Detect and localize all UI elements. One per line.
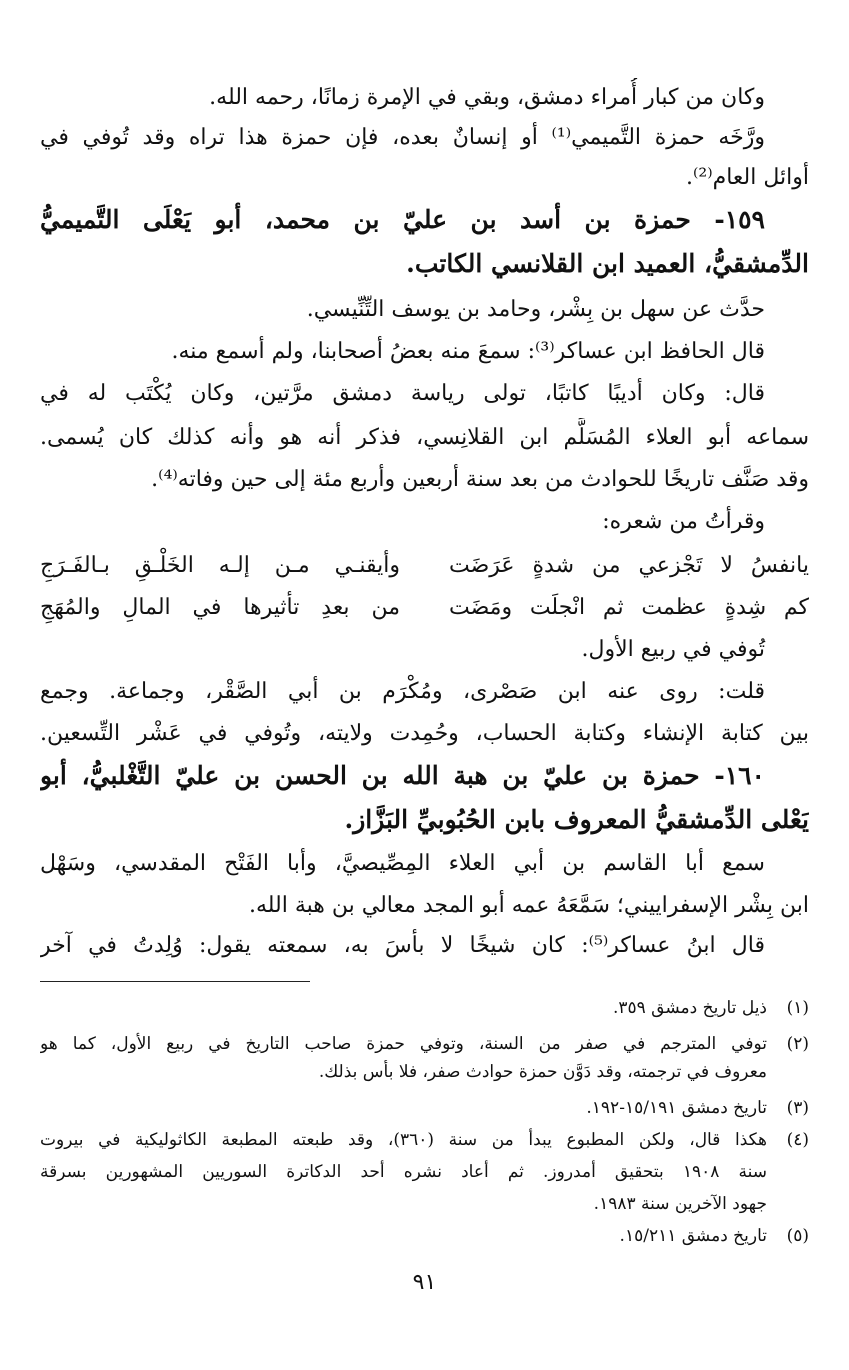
footnote-4-cont: سنة ١٩٠٨ بتحقيق أمدروز. ثم أعاد نشره أحد الدكاترة السوريين المشهورين بسرقة: [40, 1162, 767, 1182]
footnote-text: تاريخ دمشق ١٥/٢١١.: [619, 1226, 767, 1246]
text-line: سمع أبا القاسم بن أبي العلاء المِصِّيصيَّ، وأبا الفَتْح المقدسي، وسَهْل: [40, 851, 765, 876]
poetry-intro: وقرأتُ من شعره:: [602, 509, 765, 534]
footnote-text: هكذا قال، ولكن المطبوع يبدأ من سنة (٣٦٠)، وقد طبعته المطبعة الكاثوليكية في بيروت: [40, 1130, 767, 1150]
entry-heading-159-cont: الدِّمشقيُّ، العميد ابن القلانسي الكاتب.: [406, 249, 809, 278]
footnote-3: [40, 1096, 809, 1120]
footnote-number: (٤): [786, 1130, 809, 1150]
text-line: ابن بِشْر الإسفراييني؛ سَمَّعَهُ عمه أبو المجد معالي بن هبة الله.: [248, 893, 809, 918]
footnote-number: (٣): [786, 1098, 809, 1118]
text-line: ورَّخَه حمزة التَّميمي⁽¹⁾ أو إنسانٌ بعده، فإن حمزة هذا تراه وقد تُوفي في: [40, 125, 765, 150]
text-line: قال الحافظ ابن عساكر⁽³⁾: سمعَ منه بعضُ أصحابنا، ولم أسمع منه.: [171, 339, 765, 364]
footnote-text: توفي المترجم في صفر من السنة، وتوفي حمزة صاحب التاريخ في ربيع الأول، كما هو: [40, 1034, 767, 1054]
footnote-number: (١): [786, 998, 809, 1018]
footnote-2: [40, 1032, 809, 1056]
footnote-4: [40, 1128, 809, 1152]
footnote-number: (٥): [786, 1226, 809, 1246]
entry-heading-159: ١٥٩- حمزة بن أسد بن عليّ بن محمد، أبو يَعْلَى التَّميميُّ: [40, 205, 765, 234]
text-line: حدَّث عن سهل بن بِشْر، وحامد بن يوسف التِّنِّيسي.: [306, 297, 765, 322]
text-line: أوائل العام⁽²⁾.: [685, 165, 809, 190]
entry-heading-160: ١٦٠- حمزة بن عليّ بن هبة الله بن الحسن بن عليّ التَّغْلبيُّ، أبو: [40, 761, 765, 790]
text-line: قال ابنُ عساكر⁽⁵⁾: كان شيخًا لا بأسَ به، سمعته يقول: وُلِدتُ في آخر: [40, 933, 765, 958]
text-line: وقد صَنَّف تاريخًا للحوادث من بعد سنة أربعين وأربع مئة إلى حين وفاته⁽⁴⁾.: [151, 467, 809, 492]
verse-line: [40, 588, 809, 628]
footnote-2-cont: معروف في ترجمته، وقد دَوَّن حمزة حوادث صفر، فلا بأس بذلك.: [318, 1062, 767, 1082]
footnote-4-cont: جهود الآخرين سنة ١٩٨٣.: [593, 1194, 767, 1214]
verse-first-hemistich: يانفسُ لا تَجْزعي من شدةٍ عَرَضَت: [449, 553, 809, 578]
footnote-5: [40, 1224, 809, 1248]
text-line: تُوفي في ربيع الأول.: [581, 637, 765, 662]
text-line: بين كتابة الإنشاء وكتابة الحساب، وحُمِدت ولايته، وتُوفي في عَشْر التِّسعين.: [40, 721, 809, 746]
verse-second-hemistich: من بعدِ تأثيرها في المالِ والمُهَجِ: [40, 595, 400, 620]
footnote-number: (٢): [786, 1034, 809, 1054]
verse-second-hemistich: وأيقنـي مـن إلـه الخَلْـقِ بـالفَـرَجِ: [40, 553, 400, 578]
verse-first-hemistich: كم شِدةٍ عظمت ثم انْجلَت ومَضَت: [449, 595, 809, 620]
verse-line: [40, 546, 809, 586]
footnote-1: [40, 996, 809, 1020]
footnote-text: تاريخ دمشق ١٥/١٩١-١٩٢.: [586, 1098, 767, 1118]
text-line: سماعه أبو العلاء المُسَلَّم ابن القلانِسي، فذكر أنه هو وأنه كذلك كان يُسمى.: [40, 425, 809, 450]
page-number: ٩١: [412, 1270, 437, 1295]
text-line: وكان من كبار أُمراء دمشق، وبقي في الإمرة زمانًا، رحمه الله.: [209, 85, 765, 110]
entry-heading-160-cont: يَعْلى الدِّمشقيُّ المعروف بابن الحُبُوبيِّ البَزَّاز.: [344, 805, 809, 834]
footnote-separator: [40, 981, 310, 982]
text-line: قال: وكان أديبًا كاتبًا، تولى رياسة دمشق مرَّتين، وكان يُكْتَب له في: [40, 381, 765, 406]
text-line: قلت: روى عنه ابن صَصْرى، ومُكْرَم بن أبي الصَّقْر، وجماعة. وجمع: [40, 679, 765, 704]
footnote-text: ذيل تاريخ دمشق ٣٥٩.: [612, 998, 767, 1018]
